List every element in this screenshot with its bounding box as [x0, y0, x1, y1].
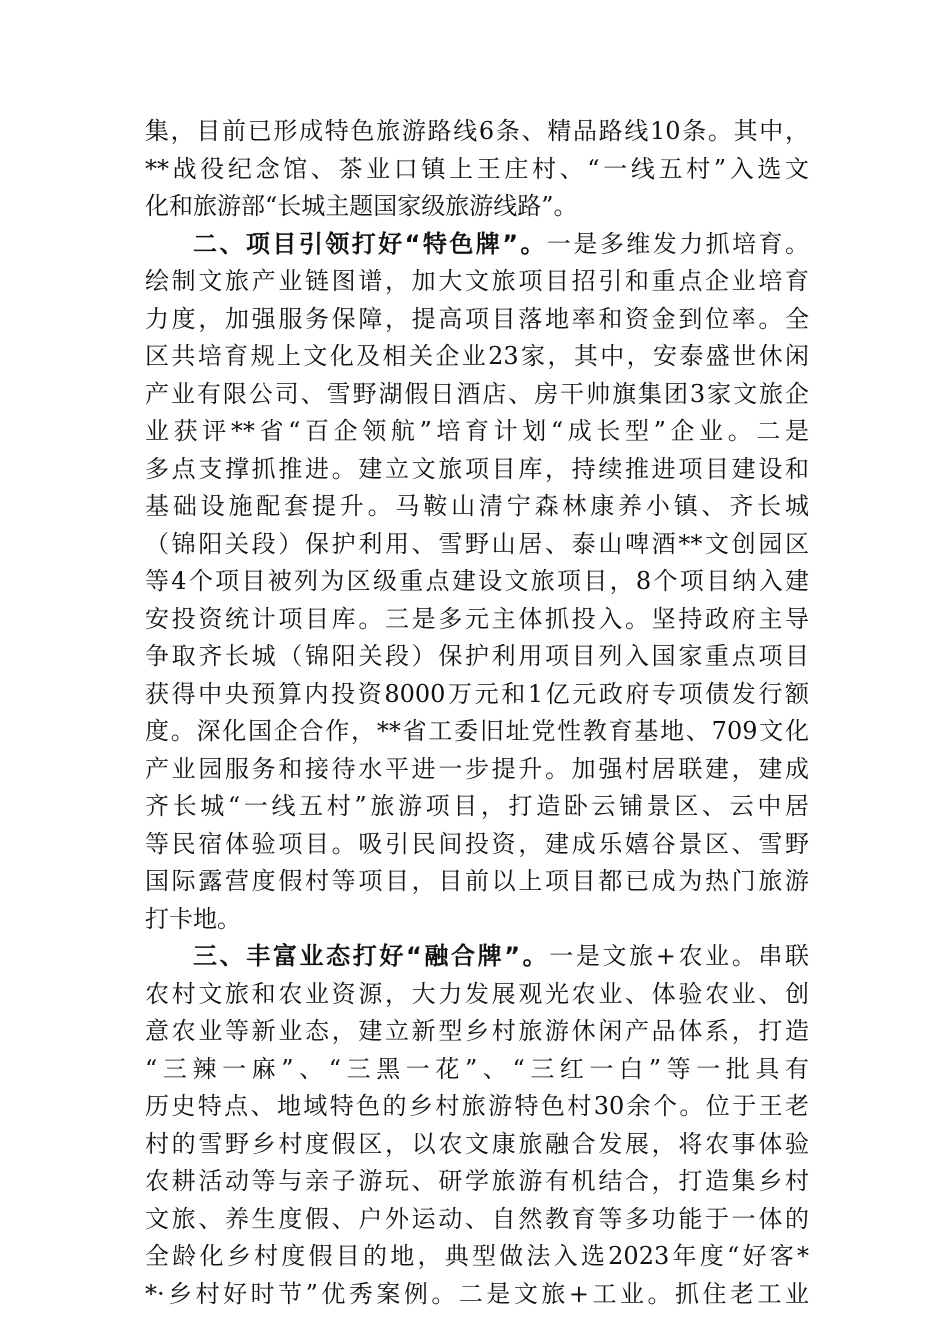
text-line: 度。深化国企合作，**省工委旧址党性教育基地、709文化: [145, 717, 809, 745]
section-heading-two: 二、项目引领打好“特色牌”。: [193, 229, 547, 258]
text-line: 村的雪野乡村度假区，以农文康旅融合发展，将农事体验: [145, 1129, 809, 1158]
text-line: 基础设施配套提升。马鞍山清宁森林康养小镇、齐长城: [145, 492, 809, 520]
text-run: 一是多维发力抓培育。: [546, 229, 810, 258]
text-line: 国际露营度假村等项目，目前以上项目都已成为热门旅游: [145, 867, 809, 895]
text-line: 文旅、养生度假、户外运动、自然教育等多功能于一体的: [145, 1204, 809, 1233]
paragraph-project-leading: [145, 226, 809, 939]
text-line: **战役纪念馆、茶业口镇上王庄村、“一线五村”入选文: [145, 154, 809, 183]
paragraph-first-line: [145, 938, 809, 976]
paragraph-tourism-routes: [145, 113, 809, 226]
text-line: 争取齐长城（锦阳关段）保护利用项目列入国家重点项目: [145, 642, 809, 670]
text-line: *·乡村好时节”优秀案例。二是文旅+工业。抓住老工业: [145, 1279, 809, 1308]
text-line: 齐长城“一线五村”旅游项目，打造卧云铺景区、云中居: [145, 792, 809, 820]
text-line: 集，目前已形成特色旅游路线6条、精品路线10条。其中，: [145, 117, 809, 145]
paragraph-industry-fusion: [145, 938, 809, 1313]
text-line: 多点支撑抓推进。建立文旅项目库，持续推进项目建设和: [145, 454, 809, 483]
text-line: 绘制文旅产业链图谱，加大文旅项目招引和重点企业培育: [145, 267, 809, 295]
text-line: 等4个项目被列为区级重点建设文旅项目，8个项目纳入建: [145, 567, 809, 595]
text-line: 农村文旅和农业资源，大力发展观光农业、体验农业、创: [145, 979, 809, 1008]
document-body: [145, 113, 809, 1313]
text-run: 一是文旅+农业。串联: [549, 942, 810, 970]
paragraph-first-line: [145, 226, 809, 264]
text-line: 区共培育规上文化及相关企业23家，其中，安泰盛世休闲: [145, 342, 809, 370]
text-line: 打卡地。: [145, 904, 241, 933]
text-line: 历史特点、地域特色的乡村旅游特色村30余个。位于王老: [145, 1092, 809, 1120]
text-line: 等民宿体验项目。吸引民间投资，建成乐嬉谷景区、雪野: [145, 829, 809, 858]
text-line: （锦阳关段）保护利用、雪野山居、泰山啤酒**文创园区: [145, 529, 809, 558]
text-line: 意农业等新业态，建立新型乡村旅游休闲产品体系，打造: [145, 1017, 809, 1045]
text-line: 业获评**省“百企领航”培育计划“成长型”企业。二是: [145, 417, 809, 445]
text-line: 获得中央预算内投资8000万元和1亿元政府专项债发行额: [145, 679, 809, 708]
text-line: 产业园服务和接待水平进一步提升。加强村居联建，建成: [145, 754, 809, 783]
text-line: 化和旅游部“长城主题国家级旅游线路”。: [145, 192, 578, 220]
section-heading-three: 三、丰富业态打好“融合牌”。: [193, 942, 550, 970]
text-line: 产业有限公司、雪野湖假日酒店、房干帅旗集团3家文旅企: [145, 379, 809, 408]
text-line: 农耕活动等与亲子游玩、研学旅游有机结合，打造集乡村: [145, 1167, 809, 1195]
text-line: “三辣一麻”、“三黑一花”、“三红一白”等一批具有: [145, 1054, 809, 1083]
text-line: 力度，加强服务保障，提高项目落地率和资金到位率。全: [145, 304, 809, 333]
text-line: 安投资统计项目库。三是多元主体抓投入。坚持政府主导: [145, 604, 809, 633]
text-line: 全龄化乡村度假目的地，典型做法入选2023年度“好客*: [145, 1242, 809, 1270]
